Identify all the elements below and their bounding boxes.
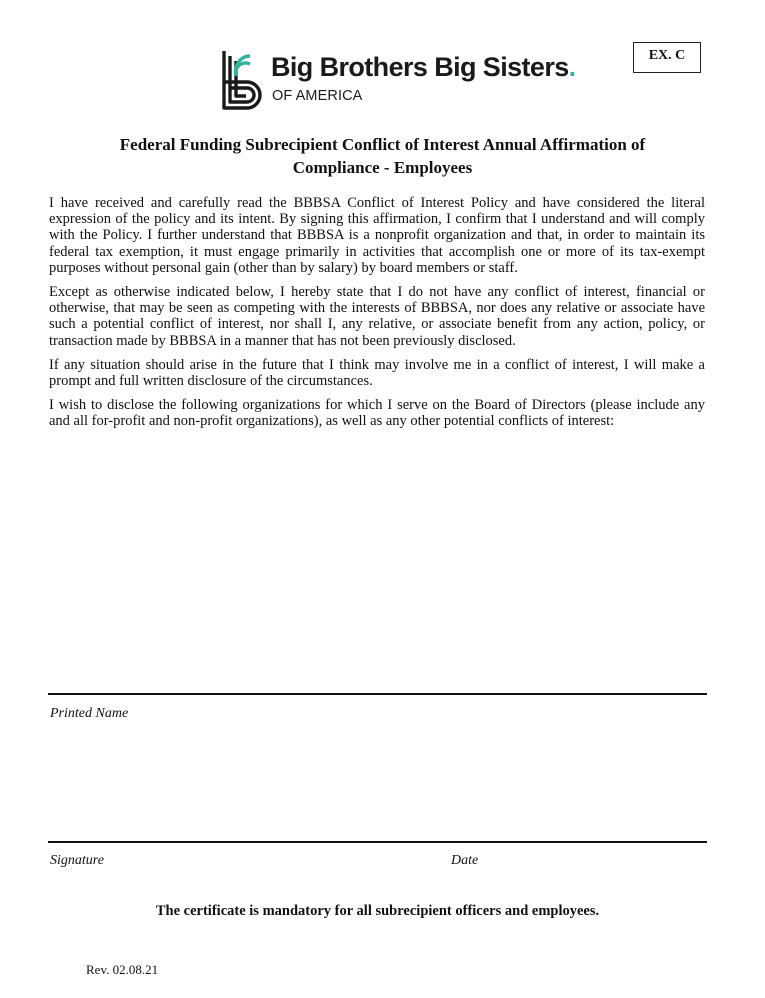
- printed-name-label: Printed Name: [50, 706, 129, 721]
- bbbs-stacked-b-icon: [221, 50, 267, 110]
- bbbs-logo: [221, 50, 576, 112]
- mandatory-note: The certificate is mandatory for all subrecipient officers and employees.: [155, 903, 600, 919]
- org-subtitle: OF AMERICA: [272, 88, 363, 104]
- signature-label: Signature: [50, 853, 104, 868]
- paragraph-no-conflict: Except as otherwise indicated below, I hereby state that I do not have any conflict of interest, financial or otherwise, that may be seen as competing with the interests of BBBSA, nor does any relative or associate have such a potential conflict of interest, nor shall I, any relative, or associate benefit from any action, policy, or transaction made by BBBSA in a manner that has not been previously disclosed.: [49, 284, 705, 349]
- paragraph-policy: I have received and carefully read the BBBSA Conflict of Interest Policy and have considered the literal expression of the policy and its intent. By signing this affirmation, I confirm that I understand and will comply with the Policy. I further understand that BBBSA is a nonprofit organization and that, in order to maintain its federal tax exemption, it must engage primarily in activities that accomplish one or more of its tax-exempt purposes without personal gain (other than by salary) by board members or staff.: [49, 195, 705, 276]
- signature-date-line[interactable]: [48, 841, 707, 843]
- paragraph-disclose-organizations: I wish to disclose the following organizations for which I serve on the Board of Directors (please include any and all for-profit and non-profit organizations), as well as any other potential conflicts of interest:: [49, 397, 705, 430]
- paragraph-future-disclosure: If any situation should arise in the future that I think may involve me in a conflict of interest, I will make a prompt and full written disclosure of the circumstances.: [49, 356, 705, 390]
- revision-label: Rev. 02.08.21: [86, 962, 159, 977]
- printed-name-line[interactable]: [48, 693, 707, 695]
- affirmation-body: [49, 195, 705, 438]
- document-title: Federal Funding Subrecipient Conflict of Interest Annual Affirmation of Compliance - Employees: [119, 135, 646, 177]
- date-label: Date: [451, 853, 479, 868]
- exhibit-label: EX. C: [633, 42, 701, 73]
- org-name: Big Brothers Big Sisters.: [271, 52, 576, 82]
